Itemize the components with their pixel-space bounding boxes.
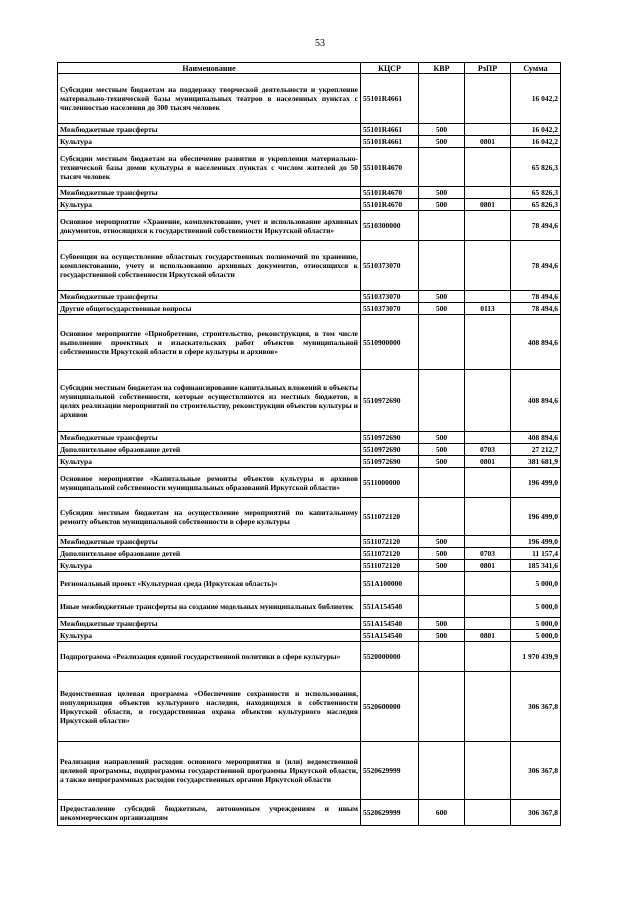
row-sum-cell: 78 494,6 (511, 211, 561, 241)
row-name-cell: Межбюджетные трансферты (58, 291, 361, 303)
row-sum-cell: 306 367,8 (511, 742, 561, 800)
table-row (58, 560, 561, 572)
table-row (58, 187, 561, 199)
row-kcsr-cell: 551A154540 (361, 630, 419, 642)
row-kcsr-cell: 55101R4661 (361, 74, 419, 124)
row-kvr-cell: 500 (419, 548, 465, 560)
row-kcsr-cell: 5510900000 (361, 315, 419, 370)
row-rzpr-cell: 0801 (465, 136, 511, 148)
row-name-cell: Дополнительное образование детей (58, 444, 361, 456)
row-rzpr-cell (465, 596, 511, 618)
row-rzpr-cell (465, 742, 511, 800)
row-kvr-cell: 500 (419, 432, 465, 444)
row-sum-cell: 306 367,8 (511, 800, 561, 826)
table-row (58, 291, 561, 303)
row-sum-cell: 65 826,3 (511, 148, 561, 187)
row-sum-cell: 5 000,0 (511, 630, 561, 642)
row-rzpr-cell: 0703 (465, 444, 511, 456)
table-row (58, 572, 561, 596)
row-name-cell: Предоставление субсидий бюджетным, автономным учреждениям и иным некоммерческим организациям (58, 800, 361, 826)
row-name-cell: Субсидии местным бюджетам на обеспечение развития и укрепления материально-технической базы домов культуры в населенных пунктах с числом жителей до 50 тысяч человек (58, 148, 361, 187)
table-row (58, 642, 561, 672)
row-rzpr-cell: 0801 (465, 456, 511, 468)
row-kcsr-cell: 5510972690 (361, 444, 419, 456)
row-kvr-cell: 500 (419, 199, 465, 211)
row-name-cell: Другие общегосударственные вопросы (58, 303, 361, 315)
row-sum-cell: 78 494,6 (511, 303, 561, 315)
row-kvr-cell: 500 (419, 444, 465, 456)
row-rzpr-cell (465, 572, 511, 596)
row-sum-cell: 16 042,2 (511, 136, 561, 148)
row-kcsr-cell: 5510300000 (361, 211, 419, 241)
row-name-cell: Межбюджетные трансферты (58, 124, 361, 136)
row-sum-cell: 196 499,0 (511, 498, 561, 536)
table-header-row (58, 63, 561, 74)
table-row (58, 672, 561, 742)
row-kcsr-cell: 551A154540 (361, 618, 419, 630)
table-row (58, 444, 561, 456)
row-kvr-cell (419, 148, 465, 187)
table-row (58, 468, 561, 498)
row-rzpr-cell (465, 148, 511, 187)
row-sum-cell: 11 157,4 (511, 548, 561, 560)
table-body (58, 74, 561, 826)
row-sum-cell: 65 826,3 (511, 199, 561, 211)
row-name-cell: Субсидии местным бюджетам на осуществление мероприятий по капитальному ремонту объектов муниципальной собственности в сфере культуры (58, 498, 361, 536)
row-rzpr-cell (465, 498, 511, 536)
row-kcsr-cell: 5511072120 (361, 548, 419, 560)
row-name-cell: Основное мероприятие «Капитальные ремонты объектов культуры и архивов муниципальной собственности муниципальных образований Иркутской области» (58, 468, 361, 498)
row-name-cell: Субсидии местным бюджетам на поддержку творческой деятельности и укрепление материально-технической базы муниципальных театров в населенных пунктах с численностью населения до 300 тысяч человек (58, 74, 361, 124)
budget-table (57, 62, 561, 826)
row-kvr-cell (419, 596, 465, 618)
row-rzpr-cell: 0801 (465, 560, 511, 572)
row-kcsr-cell: 55101R4670 (361, 148, 419, 187)
row-kvr-cell: 500 (419, 136, 465, 148)
row-kvr-cell: 500 (419, 630, 465, 642)
row-rzpr-cell (465, 642, 511, 672)
row-kvr-cell: 500 (419, 124, 465, 136)
row-kcsr-cell: 5510972690 (361, 456, 419, 468)
row-kvr-cell (419, 498, 465, 536)
row-kvr-cell: 500 (419, 187, 465, 199)
row-kvr-cell (419, 370, 465, 432)
column-header-name: Наименование (58, 63, 361, 74)
row-kvr-cell (419, 211, 465, 241)
row-name-cell: Региональный проект «Культурная среда (Иркутская область)» (58, 572, 361, 596)
table-row (58, 548, 561, 560)
row-kvr-cell (419, 241, 465, 291)
row-kcsr-cell: 5520629999 (361, 800, 419, 826)
row-sum-cell: 408 894,6 (511, 315, 561, 370)
row-kvr-cell: 500 (419, 560, 465, 572)
row-kvr-cell (419, 468, 465, 498)
row-sum-cell: 1 970 439,9 (511, 642, 561, 672)
column-header-kcsr: КЦСР (361, 63, 419, 74)
row-sum-cell: 408 894,6 (511, 432, 561, 444)
row-kvr-cell: 500 (419, 456, 465, 468)
row-sum-cell: 5 000,0 (511, 596, 561, 618)
row-kvr-cell: 500 (419, 536, 465, 548)
row-rzpr-cell (465, 315, 511, 370)
row-kcsr-cell: 551A100000 (361, 572, 419, 596)
row-name-cell: Субвенции на осуществление областных государственных полномочий по хранению, комплектованию, учету и использованию архивных документов, относящихся к государственной собственности Иркутской области (58, 241, 361, 291)
row-name-cell: Ведомственная целевая программа «Обеспечение сохранности и использования, популяризация объектов культурного наследия, находящихся в собственности Иркутской области, и государственная охрана объектов культурного наследия Иркутской области» (58, 672, 361, 742)
row-kcsr-cell: 55101R4670 (361, 187, 419, 199)
table-row (58, 370, 561, 432)
row-rzpr-cell (465, 241, 511, 291)
row-rzpr-cell: 0801 (465, 199, 511, 211)
row-name-cell: Межбюджетные трансферты (58, 618, 361, 630)
row-rzpr-cell (465, 536, 511, 548)
row-kcsr-cell: 55101R4661 (361, 136, 419, 148)
table-row (58, 315, 561, 370)
table-row (58, 498, 561, 536)
row-sum-cell: 78 494,6 (511, 291, 561, 303)
row-name-cell: Межбюджетные трансферты (58, 432, 361, 444)
row-kcsr-cell: 551A154540 (361, 596, 419, 618)
row-rzpr-cell: 0113 (465, 303, 511, 315)
row-rzpr-cell (465, 618, 511, 630)
row-kvr-cell: 500 (419, 303, 465, 315)
row-sum-cell: 78 494,6 (511, 241, 561, 291)
row-rzpr-cell (465, 211, 511, 241)
table-row (58, 536, 561, 548)
row-kcsr-cell: 5511072120 (361, 536, 419, 548)
table-row (58, 211, 561, 241)
column-header-sum: Сумма (511, 63, 561, 74)
row-kcsr-cell: 5511000000 (361, 468, 419, 498)
row-name-cell: Межбюджетные трансферты (58, 187, 361, 199)
table-row (58, 456, 561, 468)
row-name-cell: Реализация направлений расходов основного мероприятия и (или) ведомственной целевой программы, подпрограммы государственной программы Иркутской области, а также непрограммных расходов государственных органов Иркутской области (58, 742, 361, 800)
row-kvr-cell: 600 (419, 800, 465, 826)
row-name-cell: Субсидии местным бюджетам на софинансирование капитальных вложений в объекты муниципальной собственности, которые осуществляются из местных бюджетов, в целях реализации мероприятий по строительству, реконструкции объектов культуры и архивов (58, 370, 361, 432)
row-kcsr-cell: 5510972690 (361, 432, 419, 444)
row-kcsr-cell: 55101R4661 (361, 124, 419, 136)
row-kvr-cell (419, 315, 465, 370)
row-rzpr-cell (465, 124, 511, 136)
row-sum-cell: 185 341,6 (511, 560, 561, 572)
row-kvr-cell: 500 (419, 618, 465, 630)
row-kcsr-cell: 5520600000 (361, 672, 419, 742)
table-row (58, 74, 561, 124)
row-name-cell: Межбюджетные трансферты (58, 536, 361, 548)
row-sum-cell: 306 367,8 (511, 672, 561, 742)
row-sum-cell: 196 499,0 (511, 468, 561, 498)
table-row (58, 618, 561, 630)
table-row (58, 148, 561, 187)
row-kcsr-cell: 5510373070 (361, 241, 419, 291)
row-kvr-cell: 500 (419, 291, 465, 303)
column-header-kvr: КВР (419, 63, 465, 74)
row-kvr-cell (419, 742, 465, 800)
row-sum-cell: 5 000,0 (511, 572, 561, 596)
row-name-cell: Подпрограмма «Реализация единой государственной политики в сфере культуры» (58, 642, 361, 672)
row-sum-cell: 16 042,2 (511, 74, 561, 124)
column-header-rzpr: РзПР (465, 63, 511, 74)
row-name-cell: Основное мероприятие «Приобретение, строительство, реконструкция, в том числе выполнение проектных и изыскательских работ объектов муниципальной собственности Иркутской области в сфере культуры и архивов» (58, 315, 361, 370)
row-kcsr-cell: 5520629999 (361, 742, 419, 800)
row-kvr-cell (419, 672, 465, 742)
table-row (58, 596, 561, 618)
table-row (58, 136, 561, 148)
table-row (58, 241, 561, 291)
row-sum-cell: 381 681,9 (511, 456, 561, 468)
row-kvr-cell (419, 642, 465, 672)
row-name-cell: Дополнительное образование детей (58, 548, 361, 560)
row-kcsr-cell: 5510972690 (361, 370, 419, 432)
row-rzpr-cell (465, 187, 511, 199)
row-rzpr-cell: 0801 (465, 630, 511, 642)
row-rzpr-cell (465, 74, 511, 124)
row-name-cell: Культура (58, 136, 361, 148)
table-row (58, 742, 561, 800)
table-row (58, 432, 561, 444)
row-rzpr-cell (465, 672, 511, 742)
row-rzpr-cell (465, 432, 511, 444)
table-row (58, 630, 561, 642)
row-kcsr-cell: 5511072120 (361, 498, 419, 536)
row-name-cell: Культура (58, 560, 361, 572)
row-kcsr-cell: 5510373070 (361, 291, 419, 303)
row-name-cell: Культура (58, 630, 361, 642)
row-sum-cell: 27 212,7 (511, 444, 561, 456)
row-kcsr-cell: 55101R4670 (361, 199, 419, 211)
row-name-cell: Иные межбюджетные трансферты на создание модельных муниципальных библиотек (58, 596, 361, 618)
row-sum-cell: 196 499,0 (511, 536, 561, 548)
row-sum-cell: 16 042,2 (511, 124, 561, 136)
row-kcsr-cell: 5510373070 (361, 303, 419, 315)
table-row (58, 800, 561, 826)
row-name-cell: Основное мероприятие «Хранение, комплектование, учет и использование архивных документов, относящихся к государственной собственности Иркутской области» (58, 211, 361, 241)
table-row (58, 124, 561, 136)
row-kvr-cell (419, 572, 465, 596)
row-rzpr-cell (465, 291, 511, 303)
row-sum-cell: 408 894,6 (511, 370, 561, 432)
page-number: 53 (315, 38, 325, 49)
row-kvr-cell (419, 74, 465, 124)
row-sum-cell: 5 000,0 (511, 618, 561, 630)
row-sum-cell: 65 826,3 (511, 187, 561, 199)
row-rzpr-cell: 0703 (465, 548, 511, 560)
row-name-cell: Культура (58, 199, 361, 211)
table-row (58, 199, 561, 211)
row-kcsr-cell: 5520000000 (361, 642, 419, 672)
table-row (58, 303, 561, 315)
row-rzpr-cell (465, 468, 511, 498)
row-rzpr-cell (465, 370, 511, 432)
row-rzpr-cell (465, 800, 511, 826)
row-name-cell: Культура (58, 456, 361, 468)
row-kcsr-cell: 5511072120 (361, 560, 419, 572)
